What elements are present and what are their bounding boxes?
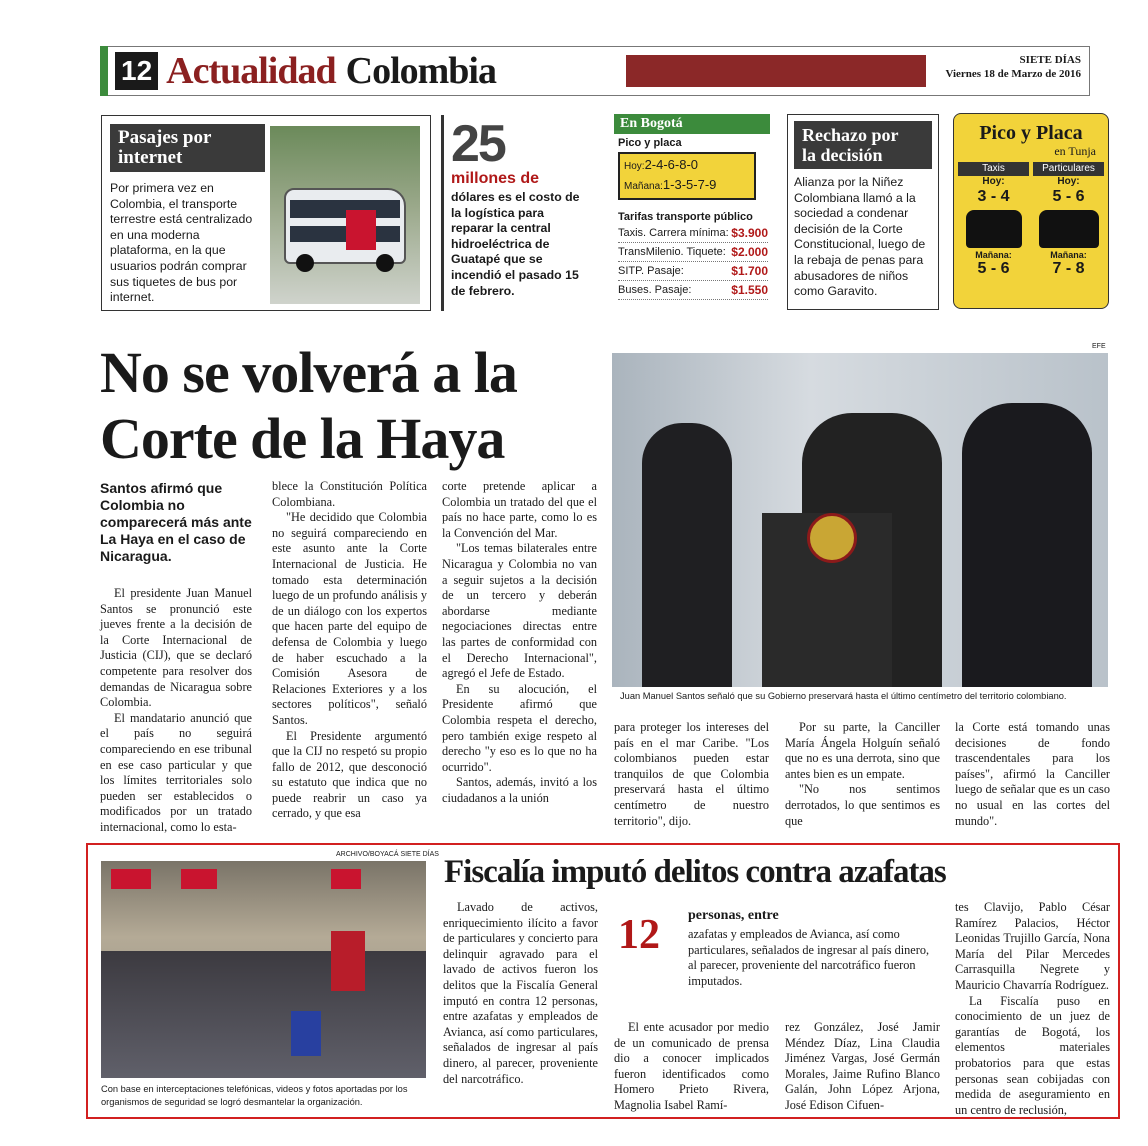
person-right: [962, 403, 1092, 687]
lead-text: Santos afirmó que Colombia no comparecerá más ante La Haya en el caso de Nicaragua.: [100, 480, 252, 564]
pico-box: Hoy:2-4-6-8-0 Mañana:1-3-5-7-9: [618, 152, 756, 200]
photo-caption: Juan Manuel Santos señaló que su Gobierno preservará hasta el último centímetro del territorio colombiano.: [620, 691, 1067, 701]
page-number: 12: [115, 52, 158, 90]
tarifa-row: [618, 243, 768, 262]
bottom-headline: Fiscalía imputó delitos contra azafatas: [444, 854, 946, 890]
pico-manana: 1-3-5-7-9: [662, 177, 717, 192]
tarifa-label: Taxis. Carrera mínima:: [618, 227, 729, 239]
tunja-subtitle: en Tunja: [1054, 144, 1096, 158]
paragraph: para proteger los intereses del país en el mar Caribe. "Los colombianos pueden estar tranquilos de que Colombia preservará hasta el último centímetro de nuestro territorio", dijo.: [614, 720, 769, 828]
crowd: [101, 951, 426, 1078]
header-accent: [100, 46, 108, 96]
paragraph: "No nos sentimos derrotados, lo que sentimos es que: [785, 782, 940, 828]
box-millones: [451, 115, 586, 299]
millones-text: dólares es el costo de la logística para reparar la central hidroeléctrica de Guatapé que se incendió el pasado 15 de febrero.: [451, 190, 580, 298]
paragraph: corte pretende aplicar a Colombia un tratado del que el país no hace parte, como lo es la Convención del Mar.: [442, 479, 597, 540]
tarifa-row: [618, 262, 768, 281]
tarifa-row: [618, 281, 768, 300]
particulares-manana: 7 - 8: [1052, 260, 1085, 277]
col-particulares: Particulares: [1033, 162, 1104, 176]
bottom-photo-caption: Con base en interceptaciones telefónicas, videos y fotos aportadas por los organismos de seguridad se logró desmantelar la organización.: [101, 1084, 408, 1107]
airport-photo: [101, 861, 426, 1078]
section-title-b: Colombia: [345, 50, 496, 92]
pico-hoy: 2-4-6-8-0: [644, 157, 699, 172]
box-pasajes: [101, 115, 431, 311]
box-rechazo: [787, 114, 939, 310]
tarifas-list: [614, 224, 770, 300]
photo-credit: EFE: [1092, 343, 1106, 350]
main-col-2: [272, 479, 427, 822]
person-left: [642, 423, 732, 687]
big-number: 12: [618, 912, 660, 958]
paragraph: "He decidido que Colombia no seguirá compareciendo en este asunto ante la Corte Internacional de Justicia. He tomado esta determinación luego de un profundo análisis y de un diálogo con los expertos que hacen parte del equipo de defensa de Colombia y luego de haber escuchado a la Comisión Asesora de Relaciones Exteriores y a los sectores políticos", señaló Santos.: [272, 510, 427, 727]
number-label: personas, entre: [688, 908, 779, 923]
tarifa-label: TransMilenio. Tiquete:: [618, 246, 726, 258]
tarifa-value: $2.000: [731, 245, 768, 259]
issue-date: Viernes 18 de Marzo de 2016: [945, 68, 1081, 80]
tarifa-row: [618, 224, 768, 243]
paragraph: El Presidente argumentó que la CIJ no respetó su propio fallo de 2012, que desconoció su estatuto que indica que no puede reabrir un caso ya cerrado, y que esa: [272, 728, 427, 821]
tarifa-label: SITP. Pasaje:: [618, 265, 684, 277]
tarifa-value: $3.900: [731, 226, 768, 240]
col-taxis: Taxis: [958, 162, 1029, 176]
seal-icon: [807, 513, 857, 563]
bottom-col-4: [955, 900, 1110, 1118]
paragraph: En su alocución, el Presidente afirmó que Colombia respeta el derecho, pero también exige respeto al derecho "y eso es lo que no ha ocurrido".: [442, 681, 597, 774]
pasajes-title: Pasajes por internet: [110, 124, 265, 172]
bogota-title: En Bogotá: [614, 114, 770, 134]
rechazo-text: Alianza por la Niñez Colombiana llamó a la sociedad a condenar decisión de la Corte Constitucional, luego de la rebaja de penas para abusadores de niños como Garavito.: [794, 175, 926, 299]
millones-unit: millones de: [451, 170, 540, 187]
tarifa-value: $1.700: [731, 264, 768, 278]
taxis-hoy: 3 - 4: [977, 188, 1010, 205]
paragraph: tes Clavijo, Pablo César Ramírez Palacios, Héctor Leonidas Trujillo García, Nona María del Pilar Mercedes Carrasquilla Negrete y Mauricio Chavarría Rodríguez.: [955, 900, 1110, 992]
tunja-title: Pico y Placa: [979, 122, 1083, 144]
pico-title: Pico y placa: [618, 137, 682, 149]
tarifa-label: Buses. Pasaje:: [618, 284, 692, 296]
car-icon: [1039, 210, 1099, 248]
main-col-1: [100, 586, 252, 836]
bottom-col-2: El ente acusador por medio de un comunicado de prensa dio a conocer implicados fueron identificados como Homero Prieto Rivera, Magnolia Isabel Ramí-: [614, 1020, 769, 1112]
page-header: [100, 46, 1090, 96]
number-highlight: [612, 905, 942, 1002]
main-col-4: [614, 720, 769, 829]
main-col-3: [442, 479, 597, 806]
box-pico-tunja: Pico y Placa en Tunja Taxis Particulares Hoy: 3 - 4 Mañana: 5 - 6 Hoy: 5 - 6 Mañana: 7 - 8: [953, 113, 1109, 309]
paragraph: Por su parte, la Canciller María Ángela Holguín señaló que no es una derrota, sino que antes bien es un empate.: [785, 720, 940, 781]
bottom-col-1: Lavado de activos, enriquecimiento ilícito a favor de particulares y concierto para delinquir agravado para el lavado de activos fueron los delitos que la Fiscalía General imputó en contra 12 personas, entre azafatas y empleados de Avianca, así como particulares, señalados de ingresar al país dinero, al parecer, proveniente del narcotráfico.: [443, 900, 598, 1086]
avianca-sign: [111, 869, 151, 889]
number-text: azafatas y empleados de Avianca, así como particulares, señalados de ingresar al país dinero, al parecer, proveniente del narcotráfico fueron imputados.: [688, 927, 930, 988]
paragraph: La Fiscalía puso en conocimiento de un juez de garantías de Bogotá, los elementos materiales probatorios para que estas personas sean cobijadas con medida de aseguramiento en un centro de reclusión,: [955, 993, 1110, 1117]
box-bogota: [614, 114, 770, 310]
taxis-manana: 5 - 6: [977, 260, 1010, 277]
particulares-hoy: 5 - 6: [1052, 188, 1085, 205]
millones-number: 25: [451, 115, 505, 173]
rechazo-title: Rechazo por la decisión: [794, 121, 932, 169]
taxi-icon: [966, 210, 1022, 248]
paragraph: El mandatario anunció que el país no seguirá compareciendo en ese tribunal en ese caso particular y que los límites territoriales solo pueden ser establecidos o modificados por un tratado internacional, como lo esta-: [100, 710, 252, 834]
bottom-photo-credit: ARCHIVO/BOYACÁ SIETE DÍAS: [336, 851, 439, 858]
tarifa-value: $1.550: [731, 283, 768, 297]
bus-photo: [270, 126, 420, 304]
santos-photo: [612, 353, 1108, 687]
paragraph: "Los temas bilaterales entre Nicaragua y Colombia no van a seguir sujetos a la decisión de un tercero y deberán abordarse mediante negociaciones directas entre las partes de conformidad con el Derecho Internacional", agregó el Jefe de Estado.: [442, 541, 597, 681]
bottom-col-3: rez González, José Jamir Méndez Díaz, Lina Claudia Jiménez Vargas, José Germán Morales, Jaime Rufino Blanco Galán, John López Arjona, José Edison Cifuen-: [785, 1020, 940, 1112]
paragraph: blece la Constitución Política Colombiana.: [272, 479, 427, 509]
main-col-6: [955, 720, 1110, 829]
header-red-bar: [626, 55, 926, 87]
section-title-a: Actualidad: [166, 50, 336, 92]
main-col-5: [785, 720, 940, 829]
tarifas-title: Tarifas transporte público: [618, 211, 753, 223]
paper-name: SIETE DÍAS: [1019, 54, 1081, 66]
paragraph: El presidente Juan Manuel Santos se pronunció este jueves frente a la decisión de la Corte Internacional de Justicia (CIJ), que se declaró competente para resolver dos demandas de Nicaragua sobre Colombia.: [100, 586, 252, 710]
paragraph: la Corte está tomando unas decisiones de fondo trascendentales para los países", afirmó la Canciller luego de señalar que es un caso no usual en las cortes del mundo".: [955, 720, 1110, 828]
pasajes-text: Por primera vez en Colombia, el transporte terrestre está centralizado en una moderna plataforma, en la que usuarios podrán comprar sus tiquetes de bus por internet.: [110, 181, 253, 305]
divider: [441, 115, 444, 311]
main-headline: No se volverá a la Corte de la Haya: [100, 340, 517, 471]
bus-icon: [284, 188, 406, 264]
paragraph: Santos, además, invitó a los ciudadanos a la unión: [442, 775, 597, 805]
